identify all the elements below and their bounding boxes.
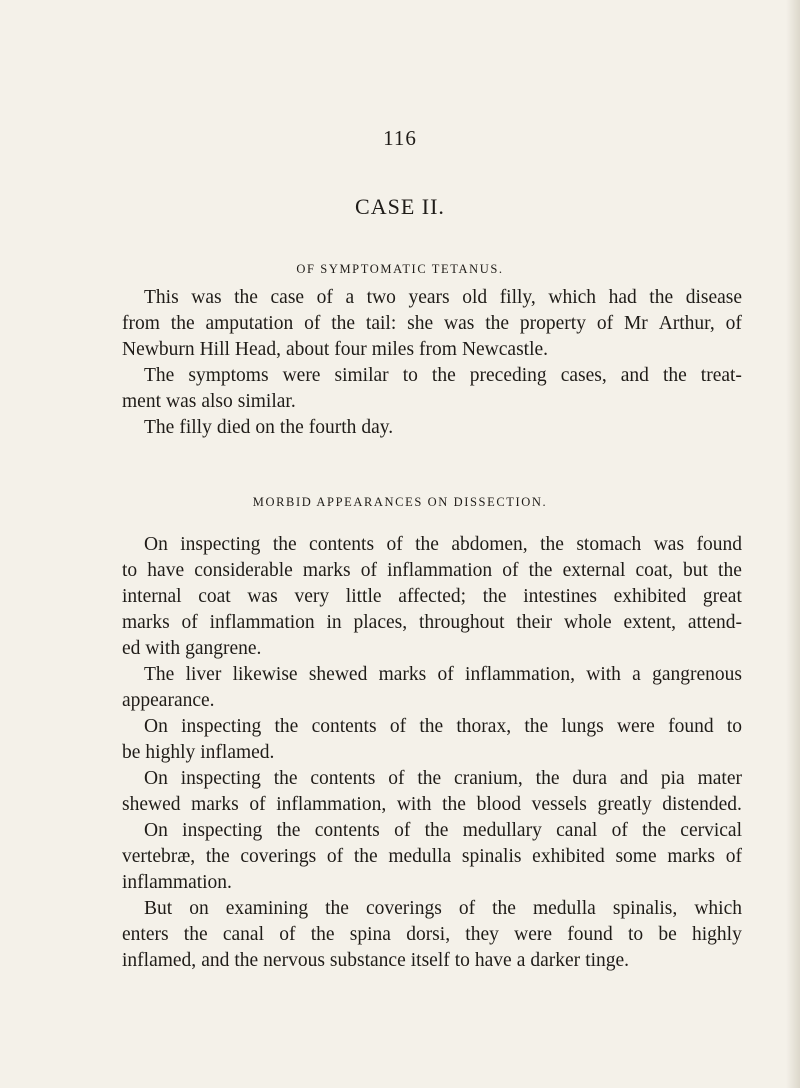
case-subtitle: OF SYMPTOMATIC TETANUS. [296, 262, 504, 276]
text-line: vertebræ, the coverings of the medulla spinalis exhibited some marks of [122, 846, 742, 867]
text-line: The filly died on the fourth day. [144, 417, 394, 438]
text-line: Newburn Hill Head, about four miles from Newcastle. [122, 339, 549, 360]
text-line: appearance. [122, 690, 215, 711]
text-line: This was the case of a two years old filly, which had the disease [144, 287, 742, 308]
text-line: internal coat was very little affected; the intestines exhibited great [122, 586, 742, 607]
text-line: inflammation. [122, 872, 232, 893]
text-line: The liver likewise shewed marks of inflammation, with a gangrenous [144, 664, 742, 685]
case-description-text [122, 285, 742, 441]
text-line: But on examining the coverings of the medulla spinalis, which [144, 898, 742, 919]
text-line: to have considerable marks of inflammation of the external coat, but the [122, 560, 742, 581]
text-line: be highly inflamed. [122, 742, 275, 763]
page-number: 116 [383, 126, 417, 150]
text-line: shewed marks of inflammation, with the blood vessels greatly distended. [122, 794, 742, 815]
text-line: On inspecting the contents of the medullary canal of the cervical [144, 820, 742, 841]
text-line: marks of inflammation in places, throughout their whole extent, attend- [122, 612, 742, 633]
page-edge-shadow [786, 0, 800, 1088]
text-line: ment was also similar. [122, 391, 296, 412]
text-line: from the amputation of the tail: she was the property of Mr Arthur, of [122, 313, 742, 334]
text-line: enters the canal of the spina dorsi, they were found to be highly [122, 924, 742, 945]
text-line: The symptoms were similar to the preceding cases, and the treat- [144, 365, 742, 386]
case-title: CASE II. [355, 194, 445, 219]
text-line: On inspecting the contents of the thorax, the lungs were found to [144, 716, 742, 737]
text-line: On inspecting the contents of the abdomen, the stomach was found [144, 534, 742, 555]
text-line: ed with gangrene. [122, 638, 262, 659]
text-line: On inspecting the contents of the cranium, the dura and pia mater [144, 768, 742, 789]
section-heading: MORBID APPEARANCES ON DISSECTION. [252, 495, 548, 509]
text-line: inflamed, and the nervous substance itself to have a darker tinge. [122, 950, 630, 971]
dissection-findings-text [122, 532, 742, 974]
